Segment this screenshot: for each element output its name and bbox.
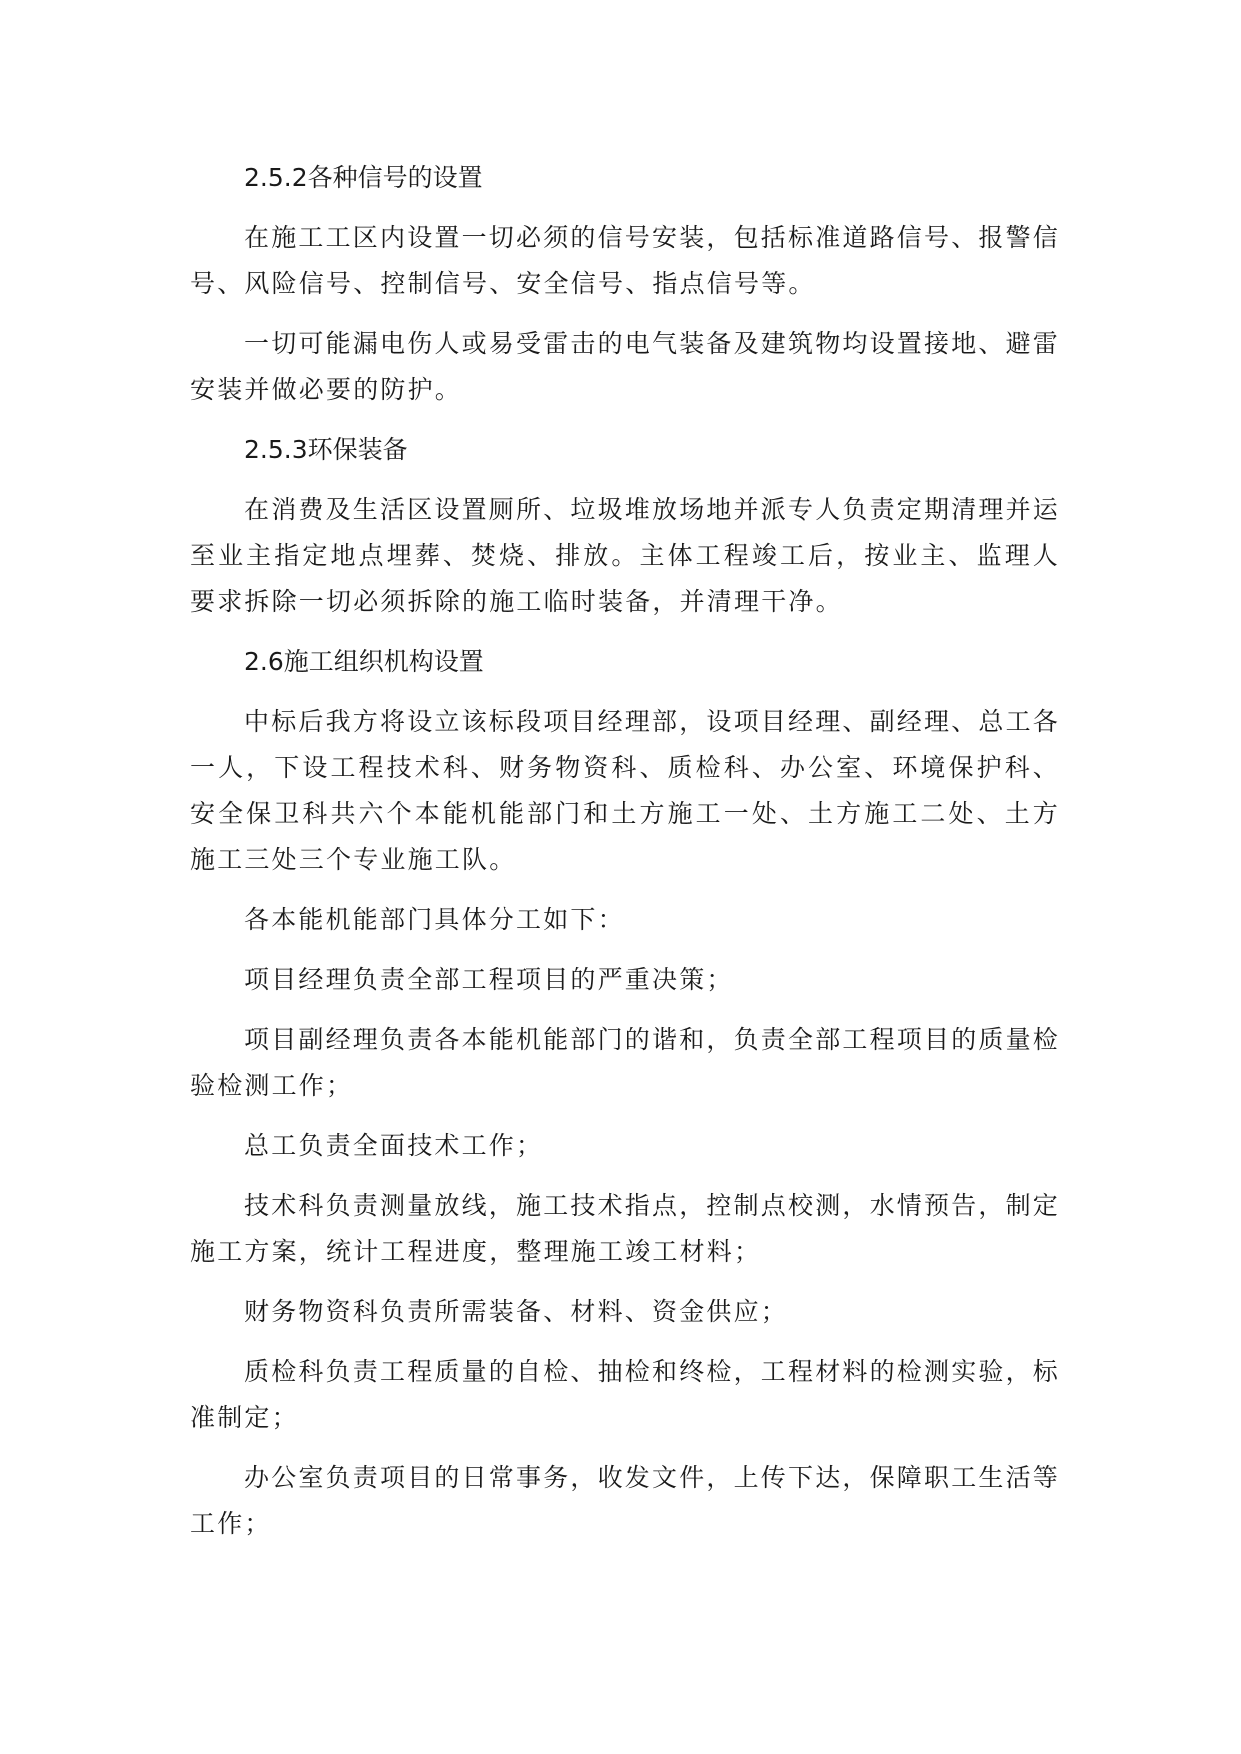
paragraph-office: 办公室负责项目的日常事务，收发文件，上传下达，保障职工生活等工作； (190, 1463, 1061, 1538)
section-heading-2-6: 2.6施工组织机构设置 (244, 647, 484, 676)
document-body (190, 155, 1060, 1561)
paragraph-division-intro: 各本能机能部门具体分工如下： (244, 905, 625, 934)
section-heading-2-5-3: 2.5.3环保装备 (244, 435, 408, 464)
paragraph-signals-install: 在施工工区内设置一切必须的信号安装，包括标准道路信号、报警信号、风险信号、控制信号、安全信号、指点信号等。 (190, 223, 1061, 298)
paragraph-grounding-protection: 一切可能漏电伤人或易受雷击的电气装备及建筑物均设置接地、避雷安装并做必要的防护。 (190, 329, 1061, 404)
paragraph-chief-engineer: 总工负责全面技术工作； (244, 1131, 544, 1160)
paragraph-technical-dept: 技术科负责测量放线，施工技术指点，控制点校测，水情预告，制定施工方案，统计工程进度，整理施工竣工材料； (190, 1191, 1061, 1266)
paragraph-project-manager: 项目经理负责全部工程项目的严重决策； (244, 965, 734, 994)
paragraph-deputy-manager: 项目副经理负责各本能机能部门的谐和，负责全部工程项目的质量检验检测工作； (190, 1025, 1061, 1100)
paragraph-environment: 在消费及生活区设置厕所、垃圾堆放场地并派专人负责定期清理并运至业主指定地点埋葬、焚烧、排放。主体工程竣工后，按业主、监理人要求拆除一切必须拆除的施工临时装备，并清理干净。 (190, 495, 1061, 616)
section-heading-2-5-2: 2.5.2各种信号的设置 (244, 163, 483, 192)
paragraph-organization: 中标后我方将设立该标段项目经理部，设项目经理、副经理、总工各一人，下设工程技术科、财务物资科、质检科、办公室、环境保护科、安全保卫科共六个本能机能部门和土方施工一处、土方施工二处、土方施工三处三个专业施工队。 (190, 707, 1061, 874)
paragraph-quality-dept: 质检科负责工程质量的自检、抽检和终检，工程材料的检测实验，标准制定； (190, 1357, 1061, 1432)
paragraph-finance-dept: 财务物资科负责所需装备、材料、资金供应； (244, 1297, 789, 1326)
